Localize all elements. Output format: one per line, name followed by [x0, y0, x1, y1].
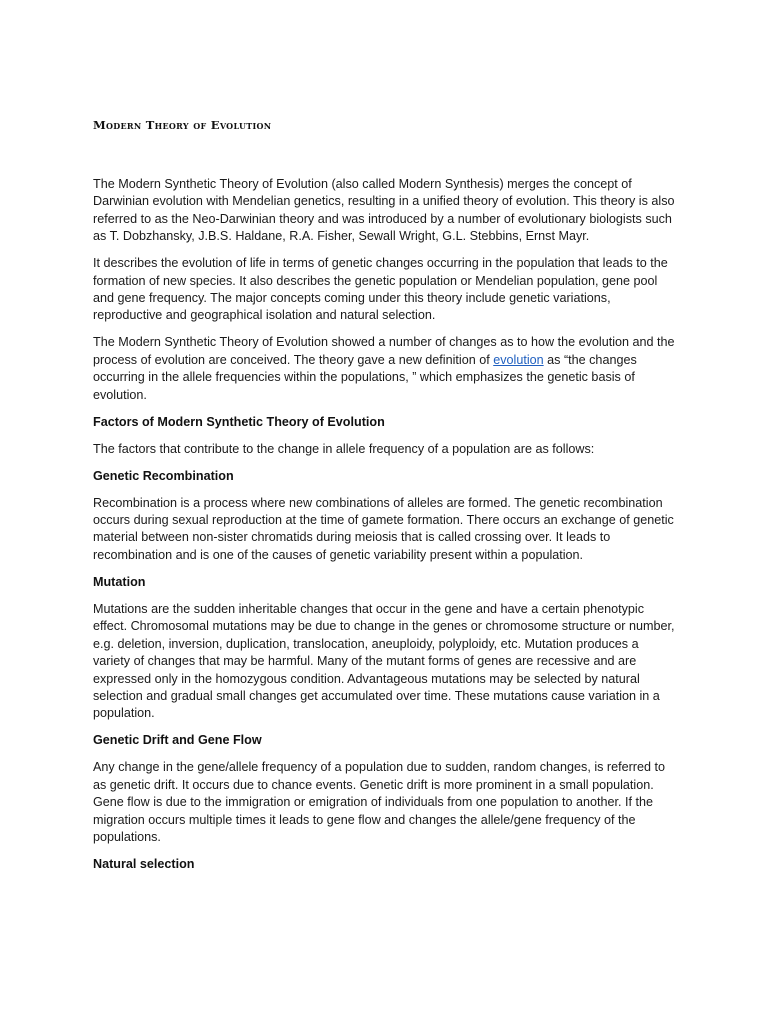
factors-intro: The factors that contribute to the change in allele frequency of a population are as follows: [93, 441, 595, 456]
document-title: Modern Theory of Evolution [93, 118, 272, 132]
recombination-heading: Genetic Recombination [93, 468, 234, 483]
intro-paragraph-1: The Modern Synthetic Theory of Evolution (also called Modern Synthesis) merges the concept of Darwinian evolution with Mendelian genetics, resulting in a unified theory of evolution. This theory is also referred to as the Neo-Darwinian theory and was introduced by a number of evolutionary biologists such as T. Dobzhansky, J.B.S. Haldane, R.A. Fisher, Sewall Wright, G.L. Stebbins, Ernst Mayr. [93, 177, 675, 244]
evolution-link[interactable]: evolution [493, 352, 544, 367]
intro-paragraph-2: It describes the evolution of life in terms of genetic changes occurring in the population that leads to the formation of new species. It also describes the genetic population or Mendelian population, gene pool and gene frequency. The major concepts coming under this theory include genetic variations, reproductive and geographical isolation and natural selection. [93, 256, 668, 323]
mutation-paragraph: Mutations are the sudden inheritable changes that occur in the gene and have a certain phenotypic effect. Chromosomal mutations may be due to change in the genes or chromosome structure or number, e.g. deletion, inversion, duplication, translocation, aneuploidy, polyploidy, etc. Mutation produces a variety of changes that may be harmful. Many of the mutant forms of genes are recessive and are expressed only in the homozygous condition. Advantageous mutations may be selected by natural selection and gradual small changes get accumulated over time. These mutations cause variation in a population. [93, 601, 675, 721]
definition-text-after: as “the changes occurring in the allele frequencies within the populations, ” which emphasizes the genetic basis of evolution. [93, 352, 637, 402]
factors-heading: Factors of Modern Synthetic Theory of Evolution [93, 414, 385, 429]
natural-selection-heading: Natural selection [93, 856, 195, 871]
mutation-heading: Mutation [93, 574, 146, 589]
genetic-drift-heading: Genetic Drift and Gene Flow [93, 733, 262, 748]
genetic-drift-paragraph: Any change in the gene/allele frequency of a population due to sudden, random changes, is referred to as genetic drift. It occurs due to chance events. Genetic drift is more prominent in a small population. Gene flow is due to the immigration or emigration of individuals from one population to another. If the migration occurs multiple times it leads to gene flow and changes the allele/gene frequency of the populations. [93, 760, 666, 844]
definition-text-before: The Modern Synthetic Theory of Evolution showed a number of changes as to how the evolution and the process of evolution are conceived. The theory gave a new definition of [93, 335, 675, 367]
document-body [93, 116, 677, 883]
definition-paragraph [93, 334, 677, 404]
recombination-paragraph: Recombination is a process where new combinations of alleles are formed. The genetic recombination occurs during sexual reproduction at the time of gamete formation. There occurs an exchange of genetic material between non-sister chromatids during meiosis that is called crossing over. It leads to recombination and is one of the causes of genetic variability present within a population. [93, 495, 674, 562]
